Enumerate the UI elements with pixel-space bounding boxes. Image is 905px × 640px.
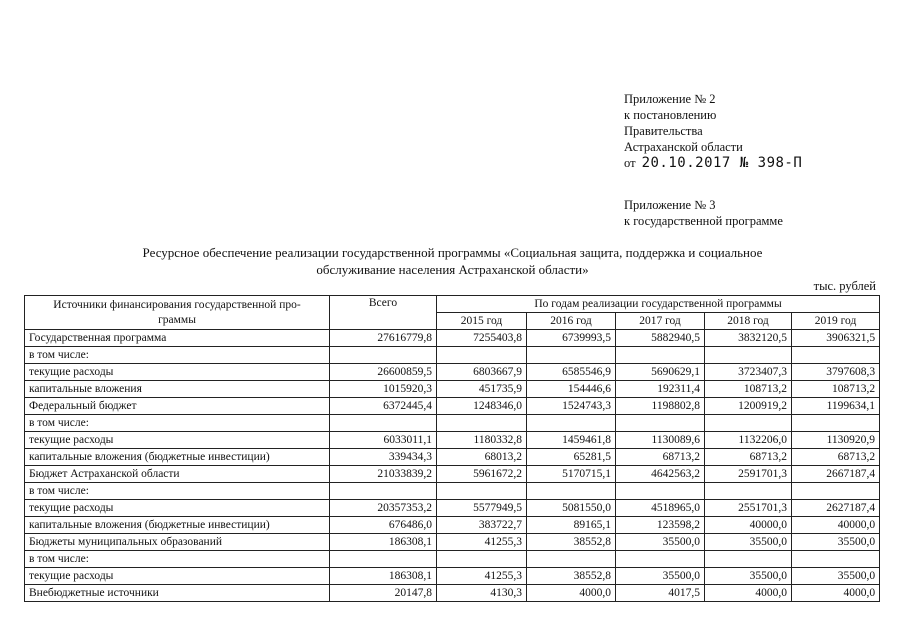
cell-2017: 1198802,8 [616,398,705,415]
cell-2018 [705,551,792,568]
cell-2017: 35500,0 [616,534,705,551]
cell-2015: 5961672,2 [437,466,527,483]
cell-total: 6372445,4 [330,398,437,415]
appendix-2-title: Приложение № 2 [624,92,716,106]
cell-total: 27616779,8 [330,330,437,347]
decree-number: 20.10.2017 № 398-П [641,155,803,171]
document-title-line1: Ресурсное обеспечение реализации государственной программы «Социальная защита, поддержка и социальное [142,245,763,260]
cell-2017: 5690629,1 [616,364,705,381]
cell-2017: 5882940,5 [616,330,705,347]
cell-2016 [527,347,616,364]
cell-2019: 3906321,5 [792,330,880,347]
decree-line [624,155,802,171]
cell-2019: 35500,0 [792,534,880,551]
cell-2019: 2667187,4 [792,466,880,483]
cell-2019 [792,347,880,364]
table-body [25,330,880,602]
appendix-2-line2: Правительства [624,124,703,138]
cell-2018: 3832120,5 [705,330,792,347]
row-label: Государственная программа [25,330,330,347]
document-title-line2: обслуживание населения Астраханской области» [316,262,589,277]
table-row [25,517,880,534]
appendix-2-line1: к постановлению [624,108,717,122]
cell-2015 [437,347,527,364]
cell-2017 [616,483,705,500]
header-year-2016: 2016 год [527,313,616,330]
appendix-3-block [624,197,783,229]
row-label: текущие расходы [25,568,330,585]
row-label: текущие расходы [25,364,330,381]
cell-2017: 4642563,2 [616,466,705,483]
decree-prefix: от [624,156,636,170]
cell-2015: 5577949,5 [437,500,527,517]
cell-2018: 35500,0 [705,568,792,585]
units-label: тыс. рублей [813,279,876,293]
cell-total [330,483,437,500]
cell-2019: 40000,0 [792,517,880,534]
cell-total: 339434,3 [330,449,437,466]
header-source-line2: граммы [158,313,196,326]
cell-total: 6033011,1 [330,432,437,449]
cell-2018: 4000,0 [705,585,792,602]
cell-2015: 1180332,8 [437,432,527,449]
header-year-2015: 2015 год [437,313,527,330]
cell-2018: 108713,2 [705,381,792,398]
row-label: капитальные вложения (бюджетные инвестиции) [25,449,330,466]
table-row [25,347,880,364]
cell-2019: 1130920,9 [792,432,880,449]
cell-2017 [616,347,705,364]
resource-table [24,295,880,602]
row-label: Бюджет Астраханской области [25,466,330,483]
cell-2019 [792,483,880,500]
cell-2016: 1459461,8 [527,432,616,449]
cell-2016: 4000,0 [527,585,616,602]
appendix-3-line1: к государственной программе [624,214,783,228]
cell-2015: 1248346,0 [437,398,527,415]
cell-2016: 6585546,9 [527,364,616,381]
cell-2016: 38552,8 [527,534,616,551]
cell-2018: 2551701,3 [705,500,792,517]
cell-2015: 451735,9 [437,381,527,398]
header-year-2019: 2019 год [792,313,880,330]
table-row [25,449,880,466]
row-label: Федеральный бюджет [25,398,330,415]
row-label: Бюджеты муниципальных образований [25,534,330,551]
header-year-2018: 2018 год [705,313,792,330]
cell-2019: 3797608,3 [792,364,880,381]
table-row [25,330,880,347]
header-year-2017: 2017 год [616,313,705,330]
table-row [25,398,880,415]
cell-total: 676486,0 [330,517,437,534]
cell-total [330,347,437,364]
cell-2016 [527,483,616,500]
row-label: в том числе: [25,483,330,500]
row-label: капитальные вложения [25,381,330,398]
cell-2016: 89165,1 [527,517,616,534]
cell-2017: 68713,2 [616,449,705,466]
cell-2015: 4130,3 [437,585,527,602]
row-label: в том числе: [25,415,330,432]
cell-2019: 35500,0 [792,568,880,585]
cell-2015: 41255,3 [437,568,527,585]
cell-2019: 2627187,4 [792,500,880,517]
cell-2019: 1199634,1 [792,398,880,415]
header-total: Всего [330,296,437,330]
cell-total [330,415,437,432]
cell-2016: 38552,8 [527,568,616,585]
cell-2016 [527,415,616,432]
cell-2019 [792,551,880,568]
cell-2017: 192311,4 [616,381,705,398]
cell-2015 [437,551,527,568]
cell-2017: 4518965,0 [616,500,705,517]
cell-2015 [437,415,527,432]
cell-2016 [527,551,616,568]
cell-2018: 68713,2 [705,449,792,466]
cell-2015: 68013,2 [437,449,527,466]
cell-2018: 40000,0 [705,517,792,534]
appendix-2-block [624,91,802,171]
cell-2015 [437,483,527,500]
cell-2018: 1132206,0 [705,432,792,449]
cell-2017 [616,551,705,568]
table-row [25,568,880,585]
table-row [25,432,880,449]
row-label: капитальные вложения (бюджетные инвестиции) [25,517,330,534]
cell-2016: 65281,5 [527,449,616,466]
cell-2019: 4000,0 [792,585,880,602]
row-label: текущие расходы [25,500,330,517]
cell-2018: 2591701,3 [705,466,792,483]
cell-total: 26600859,5 [330,364,437,381]
cell-2018: 35500,0 [705,534,792,551]
cell-2017: 35500,0 [616,568,705,585]
row-label: в том числе: [25,347,330,364]
cell-2019: 68713,2 [792,449,880,466]
cell-2017: 123598,2 [616,517,705,534]
cell-total [330,551,437,568]
cell-2015: 41255,3 [437,534,527,551]
cell-2018: 1200919,2 [705,398,792,415]
table-row [25,585,880,602]
cell-total: 186308,1 [330,568,437,585]
table-row [25,551,880,568]
table-row [25,466,880,483]
row-label: в том числе: [25,551,330,568]
table-row [25,415,880,432]
cell-2018: 3723407,3 [705,364,792,381]
header-years: По годам реализации государственной программы [437,296,880,313]
table-row [25,483,880,500]
cell-total: 1015920,3 [330,381,437,398]
table-row [25,364,880,381]
cell-2015: 6803667,9 [437,364,527,381]
table-row [25,500,880,517]
cell-total: 186308,1 [330,534,437,551]
cell-2015: 7255403,8 [437,330,527,347]
document-title [60,244,845,278]
cell-2016: 1524743,3 [527,398,616,415]
table-row [25,534,880,551]
cell-2019 [792,415,880,432]
cell-2016: 154446,6 [527,381,616,398]
cell-2018 [705,347,792,364]
row-label: текущие расходы [25,432,330,449]
cell-2018 [705,483,792,500]
cell-2017 [616,415,705,432]
cell-total: 20147,8 [330,585,437,602]
row-label: Внебюджетные источники [25,585,330,602]
cell-2019: 108713,2 [792,381,880,398]
cell-2018 [705,415,792,432]
cell-2017: 4017,5 [616,585,705,602]
cell-2016: 5081550,0 [527,500,616,517]
header-source [25,296,330,330]
header-source-line1: Источники финансирования государственной про- [53,298,301,311]
cell-2015: 383722,7 [437,517,527,534]
appendix-3-title: Приложение № 3 [624,198,716,212]
cell-total: 21033839,2 [330,466,437,483]
table-row [25,381,880,398]
cell-2016: 5170715,1 [527,466,616,483]
appendix-2-line3: Астраханской области [624,140,743,154]
cell-2017: 1130089,6 [616,432,705,449]
cell-total: 20357353,2 [330,500,437,517]
cell-2016: 6739993,5 [527,330,616,347]
